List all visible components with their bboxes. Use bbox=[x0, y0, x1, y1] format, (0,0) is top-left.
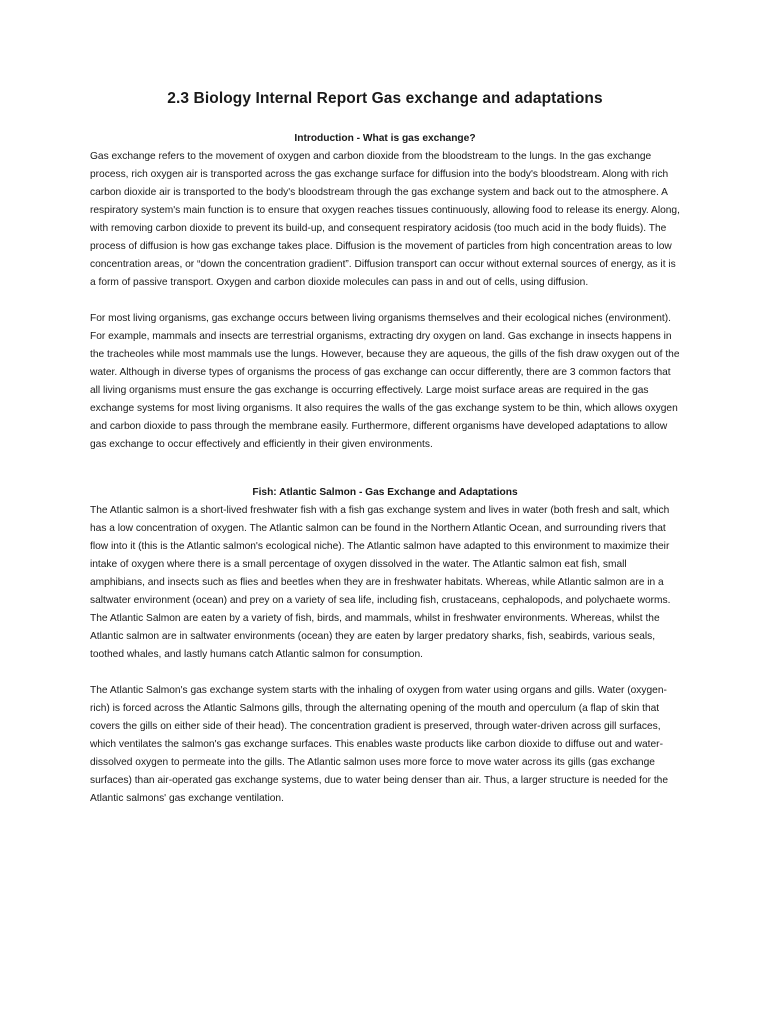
paragraph-salmon-2: The Atlantic Salmon's gas exchange system starts with the inhaling of oxygen from water using organs and gills. Water (oxygen-rich) is forced across the Atlantic Salmons gills, through the alternating opening of the mouth and operculum (a flap of skin that covers the gills on either side of their head). The concentration gradient is preserved, through water-driven across gill surfaces, which ventilates the salmon's gas exchange surfaces. This enables waste products like carbon dioxide to diffuse out and water-dissolved oxygen to permeate into the gills. The Atlantic salmon uses more force to move water across its gills (gas exchange surfaces) than air-operated gas exchange systems, due to water being denser than air. Thus, a larger structure is needed for the Atlantic salmons' gas exchange ventilation. bbox=[90, 685, 668, 804]
paragraph-spacer bbox=[90, 292, 680, 310]
paragraph-salmon-1: The Atlantic salmon is a short-lived freshwater fish with a fish gas exchange system and lives in water (both fresh and salt, which has a low concentration of oxygen. The Atlantic salmon can be found in the Northern Atlantic Ocean, and surrounding rivers that flow into it (this is the Atlantic salmon's ecological niche). The Atlantic salmon have adapted to this environment to maximize their intake of oxygen where there is a small percentage of oxygen dissolved in the water. The Atlantic salmon eat fish, small amphibians, and insects such as flies and beetles when they are in freshwater habitats. Whereas, while Atlantic salmon are in a saltwater environment (ocean) and prey on a variety of sea life, including fish, crustaceans, cephalopods, and polychaete worms. The Atlantic Salmon are eaten by a variety of fish, birds, and mammals, whilst in freshwater environments. Whereas, whilst the Atlantic salmon are in saltwater environments (ocean) they are eaten by larger predatory sharks, fish, seabirds, various seals, toothed whales, and lastly humans catch Atlantic salmon for consumption. bbox=[90, 505, 671, 660]
paragraph-spacer bbox=[90, 664, 680, 682]
paragraph-intro-1: Gas exchange refers to the movement of oxygen and carbon dioxide from the bloodstream to the lungs. In the gas exchange process, rich oxygen air is transported across the gas exchange surface for diffusion into the body's bloodstream. Along with rich carbon dioxide air is transported to the body's bloodstream through the gas exchange system and back out to the atmosphere. A respiratory system's main function is to ensure that oxygen reaches tissues continuously, allowing food to release its energy. Along, with removing carbon dioxide to prevent its build-up, and consequent respiratory acidosis (too much acid in the body fluids). The process of diffusion is how gas exchange takes place. Diffusion is the movement of particles from high concentration areas to low concentration areas, or “down the concentration gradient”. Diffusion transport can occur without external sources of energy, as it is a form of passive transport. Oxygen and carbon dioxide molecules can pass in and out of cells, using diffusion. bbox=[90, 151, 680, 288]
paragraph-intro-2: For most living organisms, gas exchange occurs between living organisms themselves and their ecological niches (environment). For example, mammals and insects are terrestrial organisms, extracting dry oxygen on land. Gas exchange in insects happens in the tracheoles while most mammals use the lungs. However, because they are aqueous, the gills of the fish draw oxygen out of the water. Although in diverse types of organisms the process of gas exchange can occur differently, there are 3 common factors that all living organisms must ensure the gas exchange is occurring effectively. Large moist surface areas are required in the gas exchange systems for most living organisms. It also requires the walls of the gas exchange system to be thin, which allows oxygen and carbon dioxide to pass through the membrane easily. Furthermore, different organisms have developed adaptations to allow gas exchange to occur effectively and efficiently in their given environments. bbox=[90, 313, 680, 450]
section-spacer bbox=[90, 454, 680, 484]
document-content bbox=[90, 90, 680, 808]
section-heading-atlantic-salmon: Fish: Atlantic Salmon - Gas Exchange and Adaptations bbox=[252, 487, 518, 498]
document-title: 2.3 Biology Internal Report Gas exchange and adaptations bbox=[167, 90, 603, 107]
section-heading-introduction: Introduction - What is gas exchange? bbox=[294, 133, 476, 144]
